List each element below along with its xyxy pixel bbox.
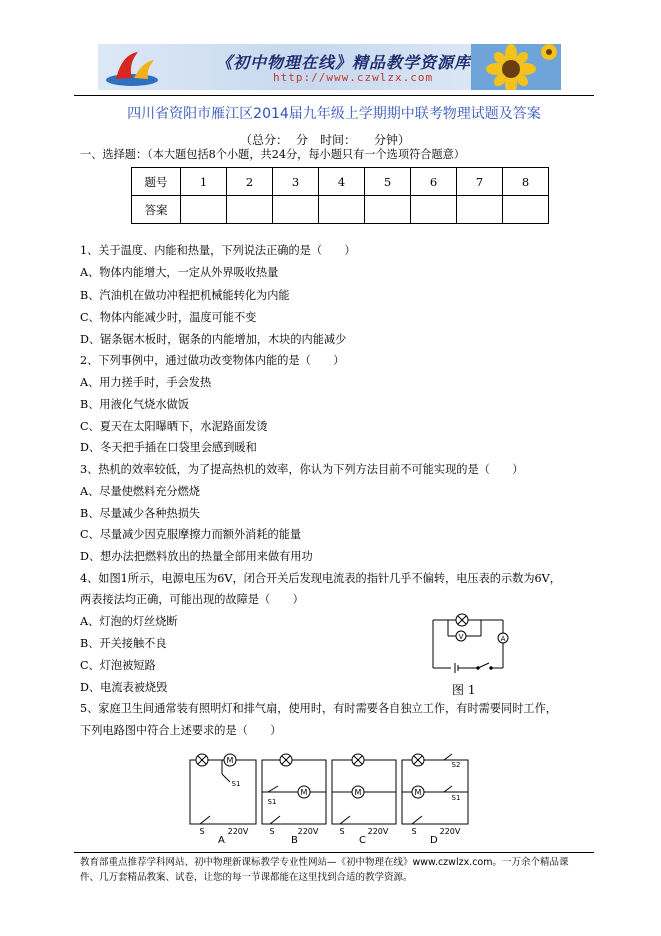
option-line: D、想办法把燃料放出的热量全部用来做有用功	[80, 550, 313, 563]
option-line: B、尽量减少各种热损失	[80, 507, 201, 520]
voltmeter-label: V	[458, 633, 464, 641]
table-cell: 6	[411, 168, 457, 196]
switch-s1-label: S1	[231, 780, 241, 788]
option-line: D、锯条锯木板时，锯条的内能增加，木块的内能减少	[80, 333, 347, 346]
answer-cell	[365, 196, 411, 224]
table-header-label: 题号	[132, 168, 181, 196]
section-heading: 一、选择题：（本大题包括8个小题，共24分，每小题只有一个选项符合题意）	[80, 148, 465, 161]
option-line: B、用液化气烧水做饭	[80, 398, 189, 411]
option-line: C、物体内能减少时，温度可能不变	[80, 311, 257, 324]
motor-label: M	[354, 788, 362, 797]
table-row	[132, 168, 549, 196]
score-unit: 分	[296, 133, 309, 147]
total-label: （总分：	[240, 133, 289, 147]
switch-s-label: S	[269, 827, 275, 836]
option-line: A、物体内能增大，一定从外界吸收热量	[80, 266, 279, 279]
option-line: D、冬天把手插在口袋里会感到暖和	[80, 441, 257, 454]
switch-s-label: S	[339, 827, 345, 836]
table-cell: 7	[457, 168, 503, 196]
option-line: C、夏天在太阳曝晒下，水泥路面发烫	[80, 420, 268, 433]
footer-line: 件、几万套精品教案、试卷，让您的每一节课都能在这里找到合适的教学资源。	[80, 872, 413, 883]
motor-label: M	[414, 788, 422, 797]
table-cell: 1	[181, 168, 227, 196]
option-line: A、用力搓手时，手会发热	[80, 376, 212, 389]
option-line: D、电流表被烧毁	[80, 681, 168, 694]
answer-cell	[411, 196, 457, 224]
q5-circuit-options	[186, 752, 476, 838]
footer-line: 教育部重点推荐学科网站、初中物理新课标教学专业性网站—《初中物理在线》www.czwlzx.com。一万余个精品课	[80, 857, 569, 868]
answer-cell	[227, 196, 273, 224]
logo-icon	[102, 46, 162, 88]
option-caption-d: D	[430, 835, 438, 846]
table-cell: 2	[227, 168, 273, 196]
voltage-label: 220V	[297, 827, 319, 836]
table-row	[132, 196, 549, 224]
option-line: A、尽量使燃料充分燃烧	[80, 485, 200, 498]
option-line: B、开关接触不良	[80, 637, 167, 650]
page-title: 四川省资阳市雁江区2014届九年级上学期期中联考物理试题及答案	[127, 106, 541, 122]
motor-label: M	[226, 756, 234, 765]
figure1-circuit	[423, 608, 523, 678]
voltage-label: 220V	[367, 827, 389, 836]
answer-cell	[273, 196, 319, 224]
question-line: 1、关于温度、内能和热量，下列说法正确的是（ ）	[80, 244, 356, 257]
motor-label: M	[300, 788, 308, 797]
switch-s-label: S	[411, 827, 417, 836]
question-line: 3、热机的效率较低，为了提高热机的效率，你认为下列方法目前不可能实现的是（ ）	[80, 463, 524, 476]
question-line: 5、家庭卫生间通常装有照明灯和排气扇，使用时，有时需要各自独立工作，有时需要同时工作，	[80, 702, 557, 715]
option-caption-b: B	[291, 835, 298, 846]
answer-table	[131, 167, 549, 224]
option-line: C、灯泡被短路	[80, 659, 156, 672]
answer-cell	[503, 196, 549, 224]
table-cell: 4	[319, 168, 365, 196]
option-caption-a: A	[218, 835, 225, 846]
table-cell: 8	[503, 168, 549, 196]
time-unit: 分钟）	[374, 133, 411, 147]
figure1-label: 图 1	[452, 683, 476, 697]
table-cell: 5	[365, 168, 411, 196]
footer-rule	[74, 852, 594, 853]
question-line: 4、如图1所示，电源电压为6V，闭合开关后发现电流表的指针几乎不偏转，电压表的示数为6V，	[80, 572, 561, 585]
time-label: 时间：	[320, 133, 357, 147]
answer-cell	[181, 196, 227, 224]
answer-cell	[319, 196, 365, 224]
voltage-label: 220V	[227, 827, 249, 836]
switch-s1-label: S1	[451, 794, 461, 802]
option-line: B、汽油机在做功冲程把机械能转化为内能	[80, 289, 290, 302]
question-line-cont: 两表接法均正确，可能出现的故障是（ ）	[80, 593, 304, 606]
switch-s-label: S	[199, 827, 205, 836]
sunflower-icon	[471, 44, 561, 90]
voltage-label: 220V	[439, 827, 461, 836]
question-line: 2、下列事例中，通过做功改变物体内能的是（ ）	[80, 354, 345, 367]
answer-cell	[457, 196, 503, 224]
question-line-cont: 下列电路图中符合上述要求的是（ ）	[80, 724, 282, 737]
switch-s1-label: S1	[267, 798, 277, 806]
banner-url: http://www.czwlzx.com	[273, 71, 434, 84]
option-line: A、灯泡的灯丝烧断	[80, 615, 178, 628]
header-banner	[98, 44, 561, 90]
ammeter-label: A	[500, 635, 506, 643]
table-cell: 3	[273, 168, 319, 196]
option-line: C、尽量减少因克服摩擦力而额外消耗的能量	[80, 528, 302, 541]
header-rule	[74, 95, 594, 96]
banner-title: 《初中物理在线》精品教学资源库	[216, 53, 472, 72]
option-caption-c: C	[359, 835, 366, 846]
switch-s2-label: S2	[451, 761, 461, 769]
table-answer-label: 答案	[132, 196, 181, 224]
